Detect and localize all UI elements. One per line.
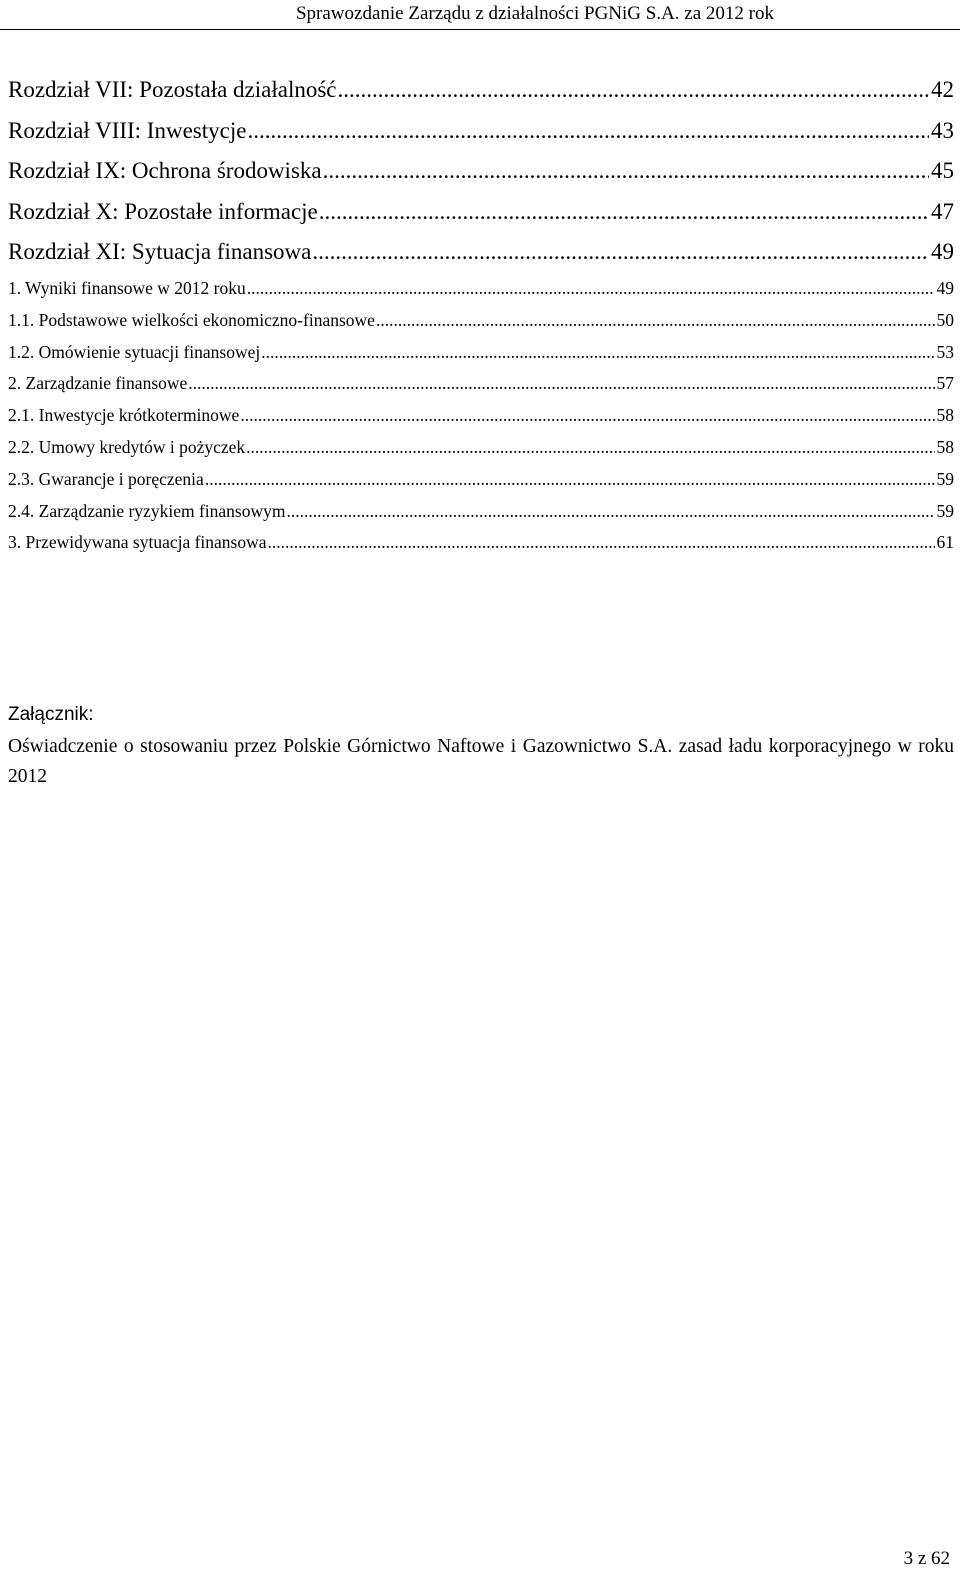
- toc-entry[interactable]: [8, 464, 954, 496]
- toc-leader-dots: [188, 368, 934, 400]
- toc-entry-page: 42: [931, 77, 954, 102]
- toc-entry-page: 50: [936, 309, 954, 330]
- toc-entry-page: 53: [936, 341, 954, 362]
- toc-entry-page: 58: [936, 436, 954, 457]
- toc-entry[interactable]: [8, 432, 954, 464]
- toc-leader-dots: [246, 432, 934, 464]
- toc-entry-label: 1.2. Omówienie sytuacji finansowej: [8, 341, 261, 362]
- toc-entry[interactable]: [8, 192, 954, 233]
- toc-entry-page: 61: [936, 532, 954, 553]
- toc-entry-label: Rozdział XI: Sytuacja finansowa: [8, 239, 312, 265]
- toc-entry[interactable]: [8, 305, 954, 337]
- toc-entry-page: 59: [936, 468, 954, 489]
- attachment-text: Oświadczenie o stosowaniu przez Polskie Górnictwo Naftowe i Gazownictwo S.A. zasad ładu korporacyjnego w roku 2012: [8, 736, 954, 787]
- toc-entry[interactable]: [8, 496, 954, 528]
- toc-entry-label: 2. Zarządzanie finansowe: [8, 373, 188, 394]
- toc-entry[interactable]: [8, 400, 954, 432]
- toc-entry-label: 3. Przewidywana sytuacja finansowa: [8, 532, 267, 553]
- toc-entry-label: 2.3. Gwarancje i poręczenia: [8, 468, 204, 489]
- toc-entry-label: 2.4. Zarządzanie ryzykiem finansowym: [8, 500, 286, 521]
- toc-entry-label: Rozdział X: Pozostałe informacje: [8, 198, 318, 224]
- toc-entry-label: Rozdział VII: Pozostała działalność: [8, 77, 337, 102]
- toc-entry[interactable]: [8, 368, 954, 400]
- toc-entry[interactable]: [8, 151, 954, 192]
- toc-leader-dots: [286, 496, 934, 528]
- toc-entry-label: Rozdział IX: Ochrona środowiska: [8, 158, 322, 184]
- toc-entry-page: 45: [931, 158, 954, 184]
- page-header: [0, 0, 960, 30]
- toc-leader-dots: [319, 192, 929, 233]
- toc-entry-page: 49: [931, 239, 954, 265]
- toc-entry-label: 1. Wyniki finansowe w 2012 roku: [8, 277, 246, 298]
- toc-entry-label: 2.2. Umowy kredytów i pożyczek: [8, 436, 246, 457]
- toc-entry-page: 59: [936, 500, 954, 521]
- toc-entry-label: 2.1. Inwestycje krótkoterminowe: [8, 405, 240, 426]
- toc-leader-dots: [205, 464, 935, 496]
- toc-entry[interactable]: [8, 232, 954, 273]
- toc-entry-label: Rozdział VIII: Inwestycje: [8, 117, 247, 143]
- attachment-section: [8, 700, 954, 792]
- table-of-contents: [8, 70, 954, 559]
- toc-leader-dots: [247, 111, 929, 152]
- toc-leader-dots: [268, 527, 935, 559]
- toc-entry[interactable]: [8, 527, 954, 559]
- toc-entry[interactable]: [8, 111, 954, 152]
- toc-entry[interactable]: [8, 273, 954, 305]
- toc-leader-dots: [240, 400, 934, 432]
- toc-leader-dots: [312, 232, 929, 273]
- toc-entry[interactable]: [8, 70, 954, 111]
- toc-entry[interactable]: [8, 337, 954, 369]
- toc-leader-dots: [261, 337, 934, 369]
- toc-leader-dots: [376, 305, 935, 337]
- toc-entry-page: 57: [936, 373, 954, 394]
- toc-entry-page: 47: [931, 198, 954, 224]
- toc-entry-page: 43: [931, 117, 954, 143]
- toc-entry-label: 1.1. Podstawowe wielkości ekonomiczno-finansowe: [8, 309, 375, 330]
- toc-leader-dots: [323, 151, 929, 192]
- header-title: Sprawozdanie Zarządu z działalności PGNiG S.A. za 2012 rok: [295, 3, 774, 24]
- toc-entry-page: 58: [936, 405, 954, 426]
- toc-leader-dots: [247, 273, 935, 305]
- attachment-label: Załącznik:: [8, 704, 94, 725]
- toc-entry-page: 49: [936, 277, 954, 298]
- page-number: 3 z 62: [903, 1548, 950, 1569]
- toc-leader-dots: [338, 70, 929, 111]
